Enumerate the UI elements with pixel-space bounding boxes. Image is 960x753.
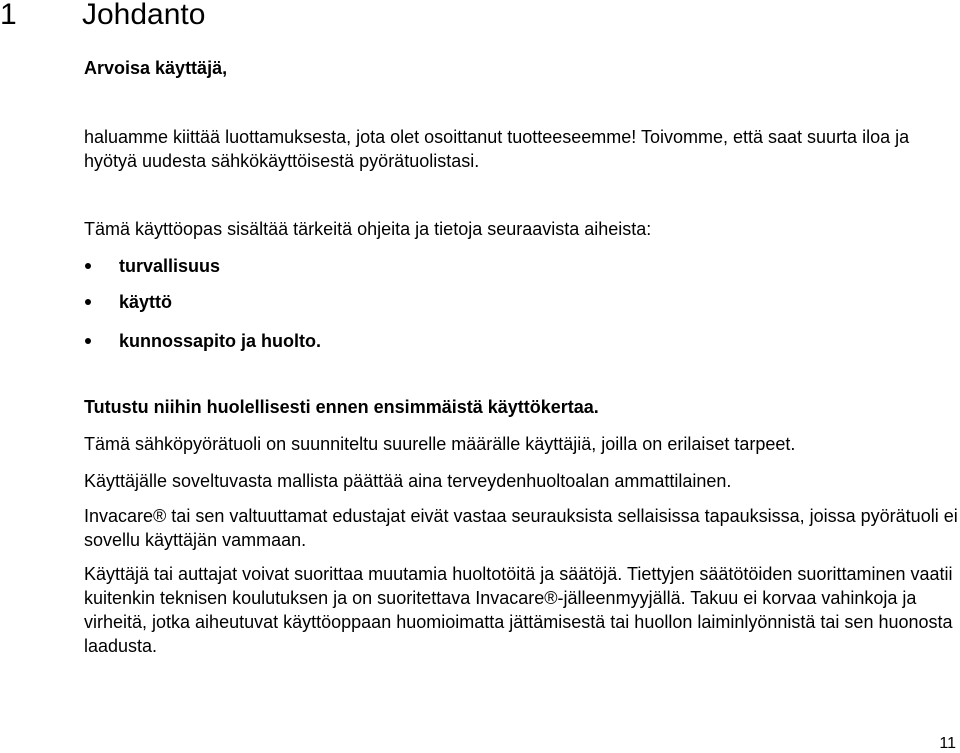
bullet-icon	[85, 338, 91, 344]
chapter-number: 1	[0, 0, 17, 31]
topic-label: käyttö	[119, 292, 173, 312]
body-paragraph: Tämä sähköpyörätuoli on suunniteltu suurelle määrälle käyttäjiä, joilla on erilaiset tarpeet.	[84, 434, 796, 454]
contents-lead: Tämä käyttöopas sisältää tärkeitä ohjeita ja tietoja seuraavista aiheista:	[84, 219, 652, 239]
chapter-heading	[0, 0, 205, 32]
topic-label: turvallisuus	[119, 256, 221, 276]
body-paragraph: Käyttäjälle soveltuvasta mallista päättää aina terveydenhuoltoalan ammattilainen.	[84, 471, 732, 491]
page-number: 11	[939, 735, 956, 752]
bullet-icon	[85, 299, 91, 305]
topic-label: kunnossapito ja huolto.	[119, 331, 321, 351]
read-carefully-note: Tutustu niihin huolellisesti ennen ensimmäistä käyttökertaa.	[84, 397, 599, 417]
chapter-title: Johdanto	[82, 0, 206, 31]
body-paragraph: Käyttäjä tai auttajat voivat suorittaa muutamia huoltotöitä ja säätöjä. Tiettyjen säätötöiden suorittaminen vaatii kuitenkin teknisen koulutuksen ja on suoritettava Invacare®-jälleenmyyjällä. Takuu ei korvaa vahinkoja ja virheitä, jotka aiheutuvat käyttöoppaan huomioimatta jättämisestä tai huollon laiminlyönnistä tai sen huonosta laadusta.	[84, 564, 953, 656]
intro-paragraph: haluamme kiittää luottamuksesta, jota olet osoittanut tuotteeseemme! Toivomme, että saat suurta iloa ja hyötyä uudesta sähkökäyttöisestä pyörätuolistasi.	[84, 127, 910, 171]
bullet-icon	[85, 263, 91, 269]
greeting: Arvoisa käyttäjä,	[84, 58, 228, 78]
body-paragraph: Invacare® tai sen valtuuttamat edustajat eivät vastaa seurauksista sellaisissa tapauksissa, joissa pyörätuoli ei sovellu käyttäjän vammaan.	[84, 506, 958, 550]
